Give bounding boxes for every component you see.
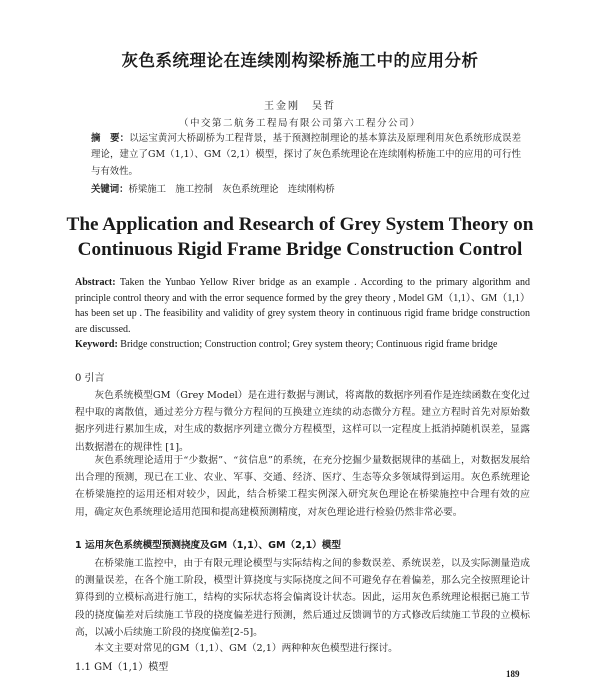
section-heading-introduction: 0 引言 [75, 373, 105, 384]
paragraph-1: 灰色系统模型GM（Grey Model）是在进行数据与测试，将离散的数据序列看作是连续函数在变化过程中取的离散值，通过差分方程与微分方程间的互换建立连续的动态微分方程。建立方程时首先对原始数据序列进行累加生成，对生成的数据序列建立微分方程模型，这样可以一定程度上抵消掉随机误差，显露出数据潜在的规律性 [1]。 [75, 390, 530, 453]
paragraph-3: 在桥梁施工监控中，由于有限元理论模型与实际结构之间的参数误差、系统误差，以及实际测量造成的测量误差，在各个施工阶段，模型计算挠度与实际挠度之间不可避免存在着偏差，那么完全按照理论计算得到的立模标高进行施工，结构的实际状态将会偏离设计状态。因此，运用灰色系统理论根据已施工节段的挠度偏差对后续施工节段的挠度偏差进行预测，然后通过反馈调节的方式修改后续施工节段的立模标高，以减小后续施工阶段的挠度偏差[2-5]。 [75, 558, 530, 638]
affiliation: （中交第二航务工程局有限公司第六工程分公司） [178, 118, 421, 129]
chinese-title: 灰色系统理论在连续刚构梁桥施工中的应用分析 [121, 51, 479, 70]
authors: 王金刚 吴哲 [264, 101, 336, 112]
section-heading-1: 1 运用灰色系统模型预测挠度及GM（1,1）、GM（2,1）模型 [75, 540, 341, 551]
page-number: 189 [506, 669, 520, 679]
chinese-keywords-label: 关键词： [91, 184, 129, 195]
chinese-abstract [91, 131, 521, 180]
english-keywords [75, 338, 530, 352]
english-abstract [75, 275, 530, 337]
chinese-abstract-label: 摘 要： [91, 133, 130, 144]
english-title-line-2: Continuous Rigid Frame Bridge Construction Control [77, 239, 523, 260]
chinese-keywords-text: 桥梁施工 施工控制 灰色系统理论 连续刚构桥 [128, 184, 335, 195]
english-keywords-label: Keyword: [75, 339, 118, 350]
paragraph-4: 本文主要对常见的GM（1,1）、GM（2,1）两种种灰色模型进行探讨。 [94, 643, 398, 654]
chinese-keywords [91, 183, 521, 197]
english-abstract-text: Taken the Yunbao Yellow River bridge as an example . According to the primary algorithm and principle control theory and with the error sequence formed by the grey theory , Model GM（1,1）、GM（1,1）has been set up . The feasibility and validity of grey system theory in continuous rigid frame bridge construction are discussed. [75, 277, 530, 335]
english-title-line-1: The Application and Research of Grey System Theory on [66, 214, 534, 235]
section-heading-1-1: 1.1 GM（1,1）模型 [75, 662, 169, 673]
paragraph-2: 灰色系统理论适用于“少数据”、“贫信息”的系统，在充分挖掘少量数据规律的基础上，对数据发展给出合理的预测，现已在工业、农业、军事、交通、经济、医疗、生态等众多领域得到运用。灰色系统理论在桥梁施控的运用还相对较少，因此，结合桥梁工程实例深入研究灰色理论在桥梁施控中合理有效的应用，确定灰色系统理论适用范围和提高建模预测精度，对灰色理论进行检验仍然非常必要。 [75, 455, 530, 518]
english-keywords-text: Bridge construction; Construction control; Grey system theory; Continuous rigid frame bridge [117, 339, 498, 350]
chinese-abstract-text: 以运宝黄河大桥副桥为工程背景，基于预测控制理论的基本算法及原理利用灰色系统形成误差理论，建立了GM（1,1）、GM（2,1）模型，探讨了灰色系统理论在连续刚构桥施工中的应用的可行性与有效性。 [91, 133, 521, 177]
english-abstract-label: Abstract: [75, 277, 116, 288]
english-title [0, 212, 600, 262]
